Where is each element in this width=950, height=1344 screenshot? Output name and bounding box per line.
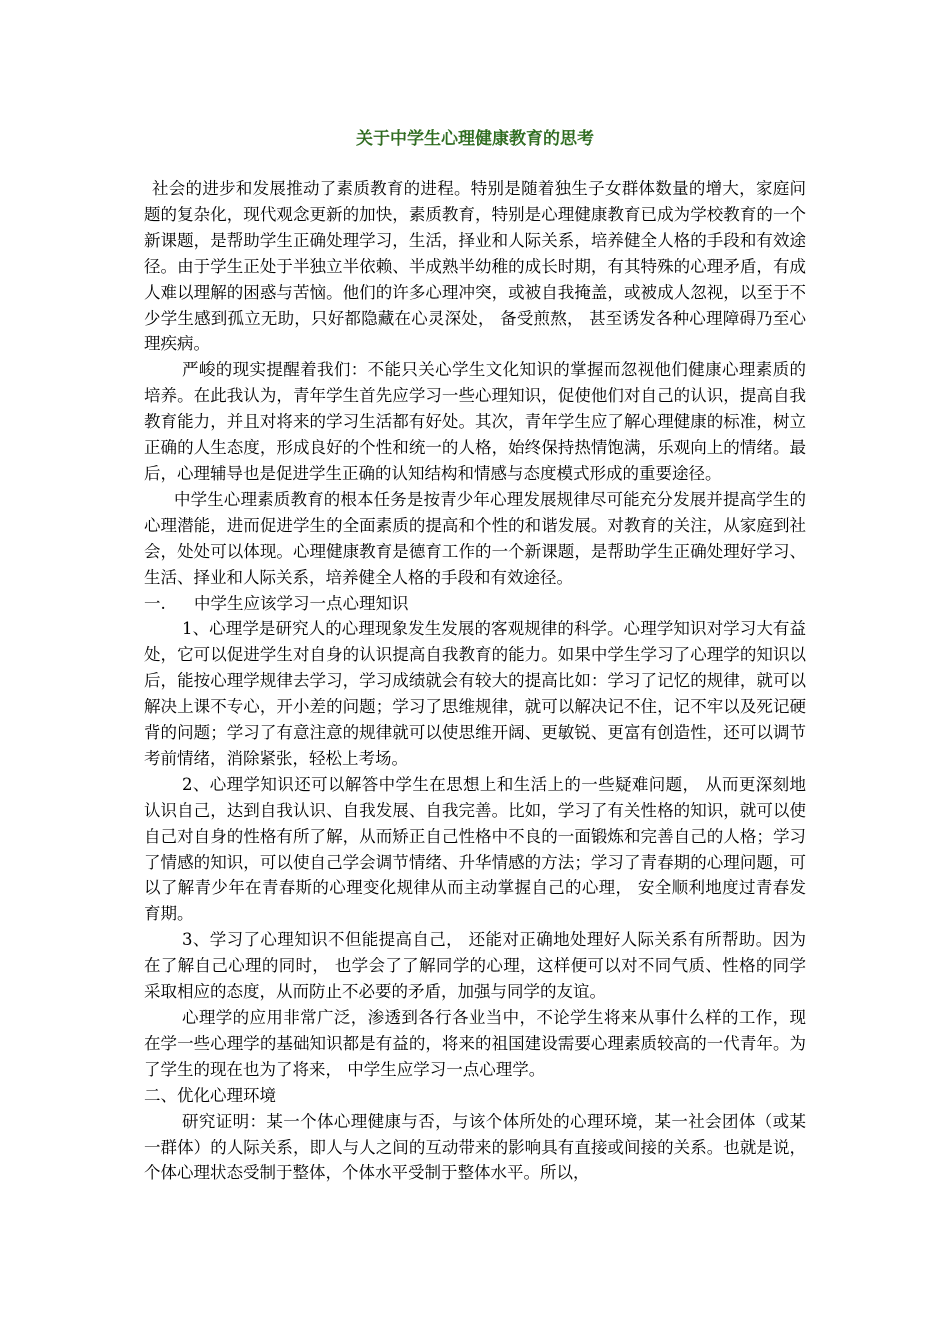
- document-title: 关于中学生心理健康教育的思考: [356, 129, 594, 149]
- paragraph-intro: 社会的进步和发展推动了素质教育的进程。特别是随着独生子女群体数量的增大，家庭问题的复杂化，现代观念更新的加快，素质教育，特别是心理健康教育已成为学校教育的一个新课题，是帮助学生正确处理学习，生活，择业和人际关系，培养健全人格的手段和有效途径。由于学生正处于半独立半依赖、半成熟半幼稚的成长时期，有其特殊的心理矛盾，有成人难以理解的困惑与苦恼。他们的许多心理冲突，或被自我掩盖，或被成人忽视，以至于不少学生感到孤立无助，只好都隐藏在心灵深处， 备受煎熬， 甚至诱发各种心理障碍乃至心理疾病。: [144, 179, 806, 354]
- paragraph-point-2: 2、心理学知识还可以解答中学生在思想上和生活上的一些疑难问题， 从而更深刻地认识自己，达到自我认识、自我发展、自我完善。比如，学习了有关性格的知识，就可以使自己对自身的性格有所了解，从而矫正自己性格中不良的一面锻炼和完善自己的人格；学习了情感的知识，可以使自己学会调节情绪、升华情感的方法；学习了青春期的心理问题，可以了解青少年在青春斯的心理变化规律从而主动掌握自己的心理， 安全顺利地度过青春发育期。: [144, 774, 806, 924]
- paragraph-application: 心理学的应用非常广泛，渗透到各行各业当中，不论学生将来从事什么样的工作，现在学一些心理学的基础知识都是有益的，将来的祖国建设需要心理素质较高的一代青年。为了学生的现在也为了将来， 中学生应学习一点心理学。: [144, 1008, 806, 1079]
- section-heading-2-number: 二、: [144, 1085, 177, 1105]
- section-heading-2: [144, 1083, 806, 1109]
- paragraph-point-3: 3、学习了心理知识不但能提高自己， 还能对正确地处理好人际关系有所帮助。因为在了解自己心理的同时， 也学会了了解同学的心理，这样便可以对不同气质、性格的同学采取相应的态度，从而防止不必要的矛盾，加强与同学的友谊。: [144, 930, 806, 1002]
- paragraph-point-1: 1、心理学是研究人的心理现象发生发展的客观规律的科学。心理学知识对学习大有益处，它可以促进学生对自身的认识提高自我教育的能力。如果中学生学习了心理学的知识以后，能按心理学规律去学习，学习成绩就会有较大的提高比如：学习了记忆的规律，就可以解决上课不专心，开小差的问题；学习了思维规律，就可以解决记不住，记不牢以及死记硬背的问题；学习了有意注意的规律就可以使思维开阔、更敏锐、更富有创造性，还可以调节考前情绪，消除紧张，轻松上考场。: [144, 619, 806, 768]
- section-heading-2-text: 优化心理环境: [177, 1085, 276, 1105]
- paragraph-reality: 严峻的现实提醒着我们：不能只关心学生文化知识的掌握而忽视他们健康心理素质的培养。在此我认为，青年学生首先应学习一些心理知识，促使他们对自己的认识，提高自我教育能力，并且对将来的学习生活都有好处。其次，青年学生应了解心理健康的标准，树立正确的人生态度，形成良好的个性和统一的人格，始终保持热情饱满，乐观向上的情绪。最后，心理辅导也是促进学生正确的认知结构和情感与态度模式形成的重要途径。: [144, 360, 806, 483]
- section-heading-1-number: 一.: [144, 593, 166, 613]
- section-heading-1-text: 中学生应该学习一点心理知识: [194, 593, 409, 613]
- document-body: [144, 176, 806, 1186]
- section-heading-1: [144, 591, 806, 617]
- paragraph-task: 中学生心理素质教育的根本任务是按青少年心理发展规律尽可能充分发展并提高学生的心理潜能，进而促进学生的全面素质的提高和个性的和谐发展。对教育的关注，从家庭到社会，处处可以体现。心理健康教育是德育工作的一个新课题，是帮助学生正确处理好学习、生活、择业和人际关系，培养健全人格的手段和有效途径。: [144, 489, 806, 587]
- paragraph-research: 研究证明：某一个体心理健康与否，与该个体所处的心理环境，某一社会团体（或某一群体）的人际关系，即人与人之间的互动带来的影响具有直接或间接的关系。也就是说，个体心理状态受制于整体，个体水平受制于整体水平。所以，: [144, 1111, 806, 1183]
